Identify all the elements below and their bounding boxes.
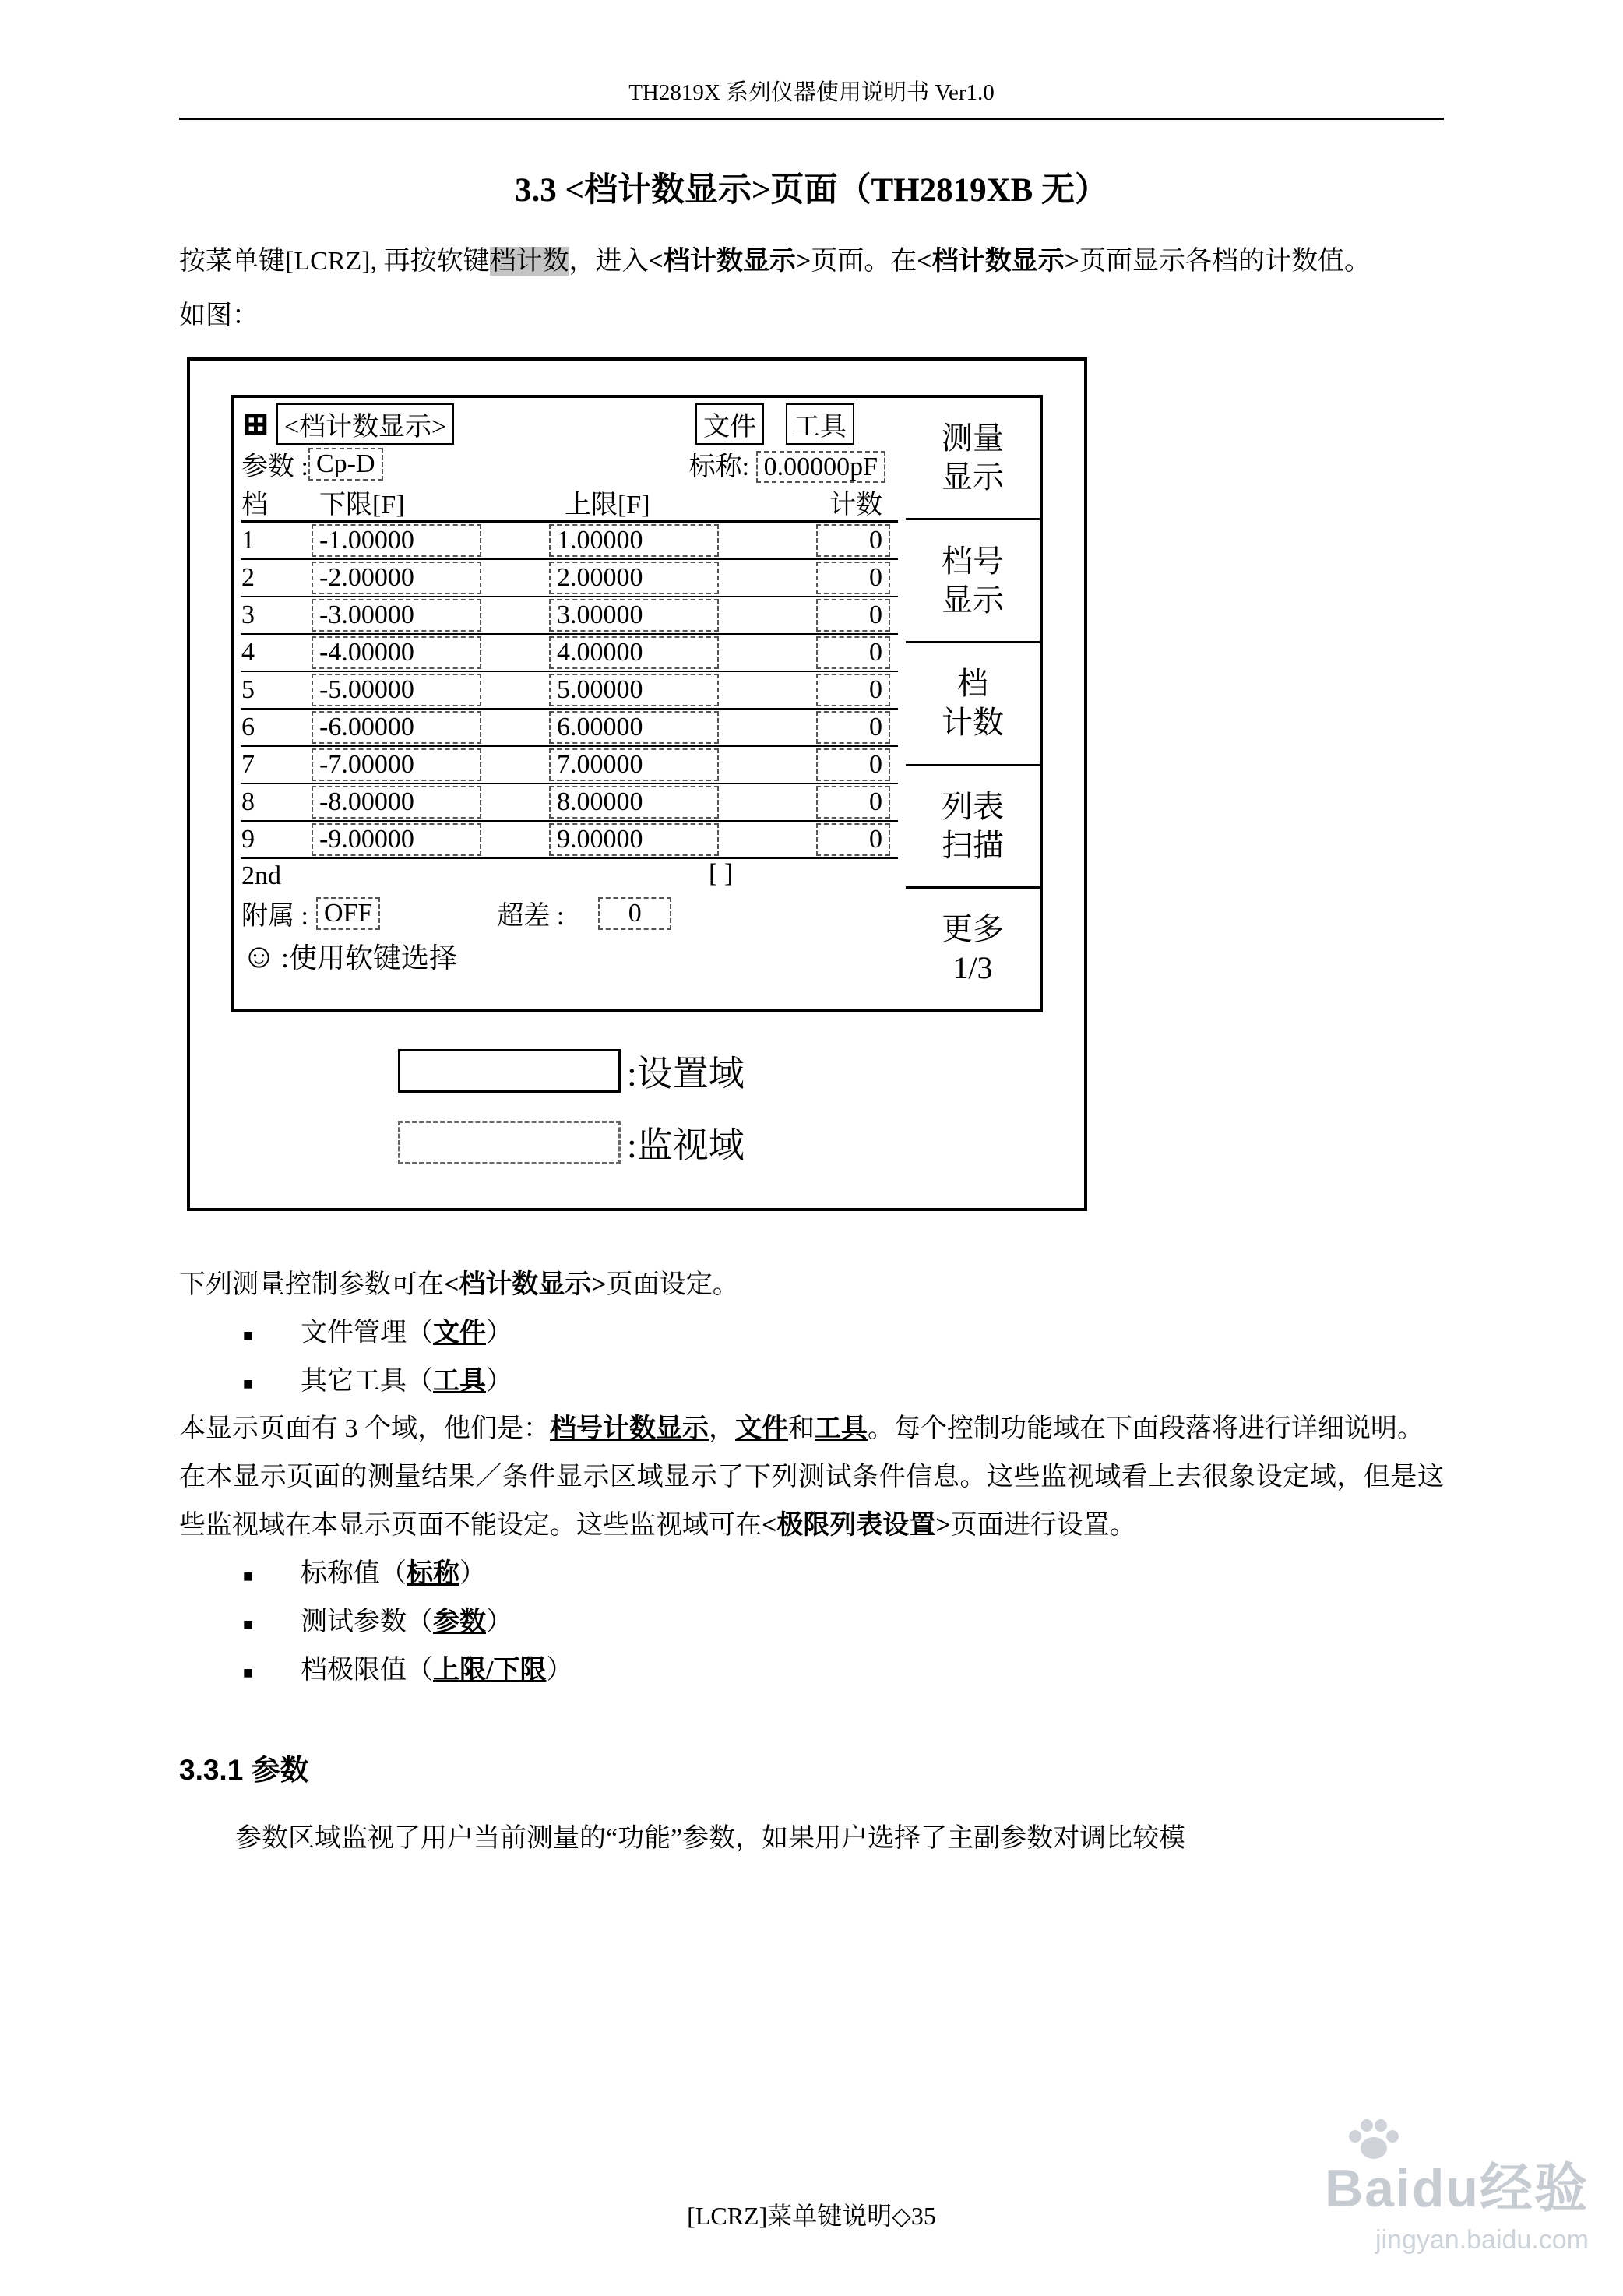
param-row: [241, 445, 898, 484]
bin-number: 8: [241, 787, 255, 816]
bin-row: [241, 822, 898, 859]
text-segment: 标称值（: [301, 1559, 407, 1588]
low-limit-value: -7.00000: [312, 748, 481, 781]
bin-number: 6: [241, 712, 255, 741]
nominal-value: 0.00000pF: [756, 451, 885, 483]
keyword: 文件: [433, 1318, 486, 1347]
text-segment: 和: [788, 1414, 815, 1444]
text-segment: ）: [486, 1607, 512, 1636]
screen-page-title: <档计数显示>: [276, 403, 454, 445]
bin-row: [241, 747, 898, 784]
softkey-label: 档号: [942, 543, 1004, 579]
keyword: 文件: [735, 1414, 788, 1444]
page-name-bold: <档计数显示>: [648, 247, 812, 276]
keyword: 工具: [815, 1414, 868, 1444]
legend-label: :监视域: [627, 1125, 745, 1165]
col-header-count: 计数: [829, 490, 882, 519]
softkey-list-sweep: [906, 766, 1040, 889]
softkey-measure-display: [906, 398, 1040, 521]
subsection-title: 3.3.1 参数: [179, 1753, 309, 1786]
bin-row: [241, 672, 898, 710]
low-limit-value: -5.00000: [312, 674, 481, 706]
subsection-paragraph: 参数区域监视了用户当前测量的“功能”参数，如果用户选择了主副参数对调比较模: [235, 1823, 1186, 1853]
count-value: 0: [816, 748, 890, 781]
count-value: 0: [816, 562, 890, 594]
text-segment: 。每个控制功能域在下面段落将进行详细说明。: [868, 1414, 1424, 1444]
bullet-text: [301, 1550, 486, 1598]
bullet-nominal: [179, 1550, 1444, 1598]
screen-menu-icon: ⊞: [241, 404, 270, 443]
watermark-brand: [1325, 2146, 1589, 2222]
text-segment: 其它工具（: [301, 1366, 433, 1396]
legend-label: :设置域: [627, 1053, 745, 1093]
nominal-group: [689, 445, 885, 483]
text-segment: ）: [546, 1655, 573, 1685]
low-limit-value: -1.00000: [312, 524, 481, 557]
count-value: 0: [816, 786, 890, 819]
bin-row: [241, 784, 898, 822]
low-limit-value: -9.00000: [312, 823, 481, 856]
low-limit-value: -3.00000: [312, 599, 481, 632]
hint-row: [241, 934, 898, 979]
softkey-label: 显示: [942, 582, 1004, 618]
bullet-text: [301, 1646, 572, 1695]
param-label: 参数 :: [241, 453, 308, 482]
overflow-label: 超差 :: [497, 902, 565, 931]
keyword: 标称: [407, 1559, 459, 1588]
bin-row: [241, 560, 898, 597]
col-header-high: 上限[F]: [565, 490, 650, 519]
baidu-watermark: [1325, 2146, 1589, 2256]
count-value: 0: [816, 711, 890, 744]
softkey-bin-count: [906, 643, 1040, 766]
setting-field-swatch: [398, 1049, 621, 1093]
page-footer: [LCRZ]菜单键说明◇35: [687, 2202, 936, 2230]
bin-number: 9: [241, 824, 255, 854]
bullet-icon: ■: [243, 1325, 254, 1345]
page-name-bold: <极限列表设置>: [762, 1511, 951, 1541]
softkey-label: 测量: [942, 421, 1004, 456]
text-segment: ，: [709, 1414, 735, 1444]
keyword: 工具: [433, 1366, 486, 1396]
text-segment: ）: [486, 1318, 512, 1347]
softkey-label: 计数: [942, 705, 1004, 741]
bin-row: [241, 523, 898, 560]
text-segment: 页面显示各档的计数值。: [1079, 247, 1371, 276]
screen-title-row: [241, 404, 898, 445]
paw-icon: [1346, 2114, 1402, 2175]
page-name-bold: <档计数显示>: [917, 247, 1080, 276]
watermark-brand-en: Baidu: [1325, 2159, 1480, 2218]
aux-value: OFF: [316, 897, 380, 930]
bin-number: 4: [241, 637, 255, 667]
empty-monitor-bracket: [ ]: [709, 858, 734, 888]
bin-row: [241, 597, 898, 635]
low-limit-value: -4.00000: [312, 636, 481, 669]
high-limit-value: 4.00000: [549, 636, 719, 669]
high-limit-value: 9.00000: [549, 823, 719, 856]
high-limit-value: 2.00000: [549, 562, 719, 594]
menu-file: 文件: [695, 403, 764, 445]
figure-lead: 如图：: [179, 301, 259, 330]
softkey-bin-no-display: [906, 520, 1040, 643]
menu-tool: 工具: [786, 403, 854, 445]
softkey-label: 显示: [942, 460, 1004, 495]
monitor-field-swatch: [398, 1121, 621, 1164]
softkey-column: [906, 398, 1040, 1009]
bullet-icon: ■: [243, 1373, 254, 1393]
bin-number: 1: [241, 525, 255, 555]
text-segment: 本显示页面有 3 个域，他们是：: [179, 1414, 550, 1444]
count-value: 0: [816, 636, 890, 669]
softkey-more: [906, 889, 1040, 1009]
screen-main-area: [234, 398, 906, 1009]
text-segment: ）: [486, 1366, 512, 1396]
softkey-label: 列表: [942, 788, 1004, 824]
high-limit-value: 6.00000: [549, 711, 719, 744]
aux-label: 附属 :: [241, 902, 308, 931]
softkey-label: 1/3: [952, 950, 993, 986]
col-header-low: 下限[F]: [319, 490, 405, 519]
table-header-row: [241, 484, 898, 523]
high-limit-value: 7.00000: [549, 748, 719, 781]
hint-text: :使用软键选择: [280, 942, 457, 974]
text-segment: 档极限值（: [301, 1655, 433, 1685]
bullet-icon: ■: [243, 1614, 254, 1634]
bin-row: [241, 635, 898, 672]
count-value: 0: [816, 599, 890, 632]
softkey-label: 档: [957, 666, 988, 702]
text-segment: 下列测量控制参数可在: [179, 1269, 444, 1299]
high-limit-value: 3.00000: [549, 599, 719, 632]
bullet-text: [301, 1358, 512, 1406]
second-bin-row: [241, 859, 898, 893]
instrument-screen: [231, 395, 1043, 1012]
bullet-text: [301, 1309, 512, 1358]
legend-setting-field: [398, 1045, 1084, 1097]
softkey-highlight: 档计数: [489, 247, 569, 276]
text-segment: ）: [459, 1559, 486, 1588]
high-limit-value: 5.00000: [549, 674, 719, 706]
legend-monitor-field: [398, 1117, 1084, 1168]
keyword: 参数: [433, 1607, 486, 1636]
text-segment: 页面。在: [811, 247, 917, 276]
smiley-icon: ☺: [241, 936, 276, 975]
monitor-paragraph: [179, 1453, 1444, 1550]
bullet-limits: [179, 1646, 1444, 1695]
doc-header: TH2819X 系列仪器使用说明书 Ver1.0: [628, 80, 995, 105]
text-segment: 文件管理（: [301, 1318, 433, 1347]
softkey-label: 更多: [942, 911, 1004, 947]
text-segment: ，进入: [569, 247, 649, 276]
fields-paragraph: [179, 1405, 1444, 1453]
text-segment: 页面进行设置。: [950, 1511, 1136, 1541]
bullet-icon: ■: [243, 1566, 254, 1586]
text-segment: 测试参数（: [301, 1607, 433, 1636]
count-value: 0: [816, 524, 890, 557]
softkey-label: 扫描: [942, 827, 1004, 863]
text-segment: 按菜单键[LCRZ], 再按软键: [179, 247, 490, 276]
text-segment: 在本显示页面的测量结果／条件显示区域显示了下列测试条件信息。这些监视域看上去很象设定域，但是这些监视域在本显示页面不能设定。这些监视域可在: [179, 1463, 1444, 1541]
bin-row: [241, 710, 898, 747]
intro-paragraph: [179, 238, 1444, 286]
count-value: 0: [816, 823, 890, 856]
page-name-bold: <档计数显示>: [444, 1269, 607, 1299]
bullet-tool: [179, 1358, 1444, 1406]
high-limit-value: 1.00000: [549, 524, 719, 557]
bullet-file: [179, 1309, 1444, 1358]
figure-legend: [398, 1045, 1084, 1168]
header-rule: [179, 118, 1444, 120]
high-limit-value: 8.00000: [549, 786, 719, 819]
watermark-brand-cn: 经验: [1479, 2159, 1589, 2218]
section-title: 3.3 <档计数显示>页面（TH2819XB 无）: [514, 172, 1109, 209]
low-limit-value: -8.00000: [312, 786, 481, 819]
settable-paragraph: [179, 1261, 1444, 1309]
watermark-url: jingyan.baidu.com: [1375, 2225, 1589, 2255]
keyword: 上限/下限: [433, 1655, 547, 1685]
bin-number: 7: [241, 749, 255, 779]
second-label: 2nd: [241, 861, 281, 890]
param-value: Cp-D: [308, 448, 383, 481]
bullet-text: [301, 1598, 512, 1646]
col-header-bin: 档: [241, 490, 268, 519]
keyword: 档号计数显示: [550, 1414, 709, 1444]
count-value: 0: [816, 674, 890, 706]
low-limit-value: -2.00000: [312, 562, 481, 594]
bin-number: 5: [241, 674, 255, 704]
text-segment: 页面设定。: [606, 1269, 739, 1299]
figure-bin-count-page: [187, 357, 1087, 1211]
bullet-icon: ■: [243, 1662, 254, 1682]
aux-row: [241, 893, 898, 934]
bin-number: 3: [241, 600, 255, 629]
bin-number: 2: [241, 562, 255, 592]
bullet-parameter: [179, 1598, 1444, 1646]
overflow-value: 0: [598, 897, 671, 930]
nominal-label: 标称:: [688, 453, 750, 482]
low-limit-value: -6.00000: [312, 711, 481, 744]
